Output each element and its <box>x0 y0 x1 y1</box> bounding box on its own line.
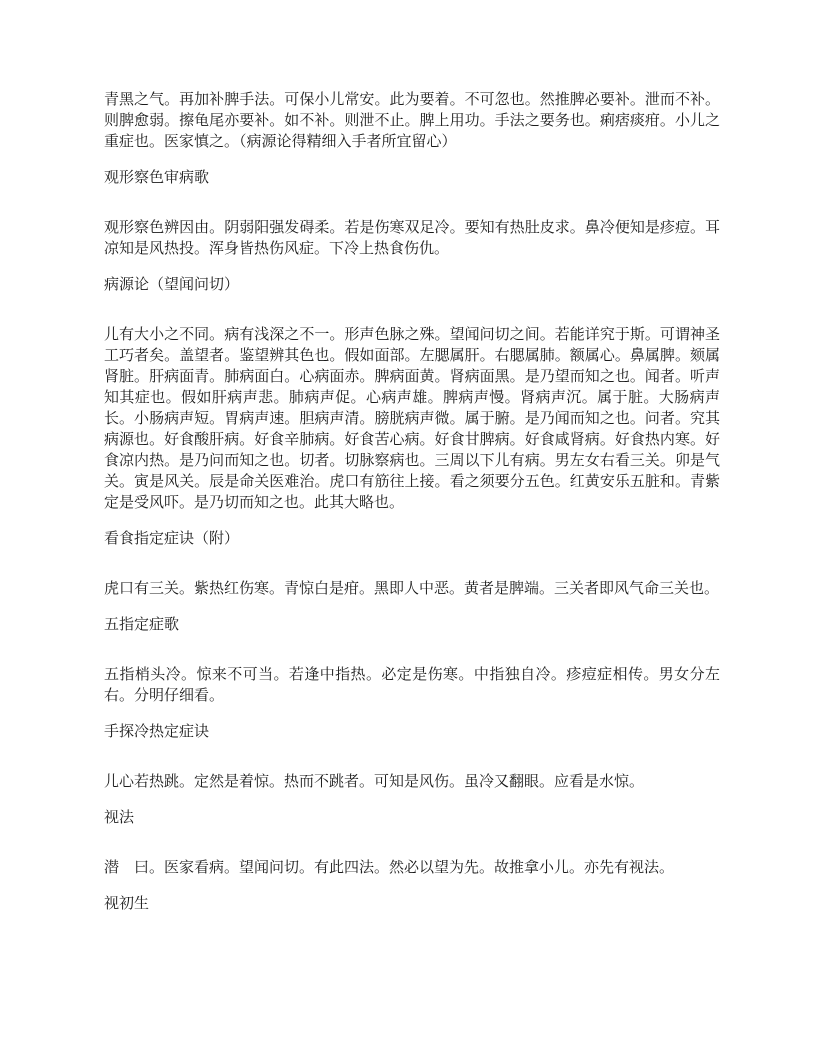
section-heading: 病源论（望闻问切） <box>104 277 240 293</box>
section-heading: 视法 <box>104 810 135 826</box>
paragraph: 潜 曰。医家看病。望闻问切。有此四法。然必以望为先。故推拿小儿。亦先有视法。 <box>104 860 675 876</box>
section-heading: 手探冷热定症诀 <box>104 724 210 740</box>
document-body <box>104 90 720 944</box>
section-heading: 视初生 <box>104 896 150 912</box>
paragraph: 青黑之气。再加补脾手法。可保小儿常安。此为要着。不可忽也。然推脾必要补。泄而不补。则脾愈弱。擦龟尾亦要补。如不补。则泄不止。脾上用功。手法之要务也。痢痞痰疳。小儿之重症也。医家慎之。（病源论得精细入手者所宜留心） <box>104 92 720 150</box>
section-heading: 看食指定症诀（附） <box>104 531 240 547</box>
paragraph: 儿心若热跳。定然是着惊。热而不跳者。可知是风伤。虽冷又翻眼。应看是水惊。 <box>104 774 645 790</box>
section-heading: 观形察色审病歌 <box>104 170 210 186</box>
paragraph: 观形察色辨因由。阴弱阳强发碍柔。若是伤寒双足冷。要知有热肚皮求。鼻冷便知是疹痘。耳凉知是风热投。浑身皆热伤风症。下冷上热食伤仇。 <box>104 220 720 257</box>
paragraph: 儿有大小之不同。病有浅深之不一。形声色脉之殊。望闻问切之间。若能详究于斯。可谓神圣工巧者矣。盖望者。鉴望辨其色也。假如面部。左腮属肝。右腮属肺。额属心。鼻属脾。颏属肾脏。肝病面青。肺病面白。心病面赤。脾病面黄。肾病面黑。是乃望而知之也。闻者。听声知其症也。假如肝病声悲。肺病声促。心病声雄。脾病声慢。肾病声沉。属于脏。大肠病声长。小肠病声短。胃病声速。胆病声清。膀胱病声微。属于腑。是乃闻而知之也。问者。究其病源也。好食酸肝病。好食辛肺病。好食苦心病。好食甘脾病。好食咸肾病。好食热内寒。好食凉内热。是乃问而知之也。切者。切脉察病也。三周以下儿有病。男左女右看三关。卯是气关。寅是风关。辰是命关医难治。虎口有筋往上接。看之须要分五色。红黄安乐五脏和。青紫定是受风吓。是乃切而知之也。此其大略也。 <box>104 327 720 511</box>
section-heading: 五指定症歌 <box>104 617 180 633</box>
paragraph: 虎口有三关。紫热红伤寒。青惊白是疳。黑即人中恶。黄者是脾端。三关者即风气命三关也。 <box>104 581 720 597</box>
paragraph: 五指梢头冷。惊来不可当。若逢中指热。必定是伤寒。中指独自冷。疹痘症相传。男女分左右。分明仔细看。 <box>104 667 720 704</box>
